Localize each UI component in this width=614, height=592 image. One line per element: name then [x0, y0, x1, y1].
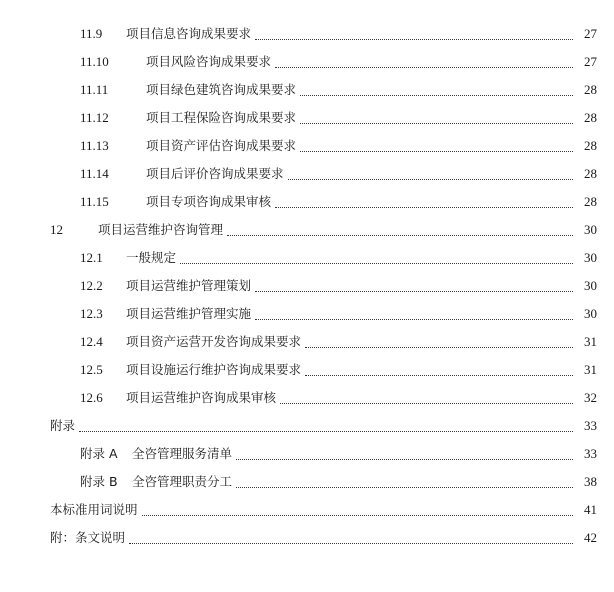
- section-number: 11.11: [80, 82, 109, 97]
- dot-leader: [300, 151, 573, 152]
- page-number: 27: [584, 26, 597, 41]
- appendix-title: 全咨管理职责分工: [132, 474, 233, 489]
- appendix-number: 附录 B: [80, 474, 118, 489]
- page-number: 32: [584, 390, 597, 405]
- section-title: 项目运营维护咨询成果审核: [126, 390, 277, 405]
- section-number: 11.15: [80, 194, 109, 209]
- page-number: 30: [584, 278, 597, 293]
- section-title: 项目绿色建筑咨询成果要求: [146, 82, 297, 97]
- dot-leader: [275, 67, 573, 68]
- section-number: 12.6: [80, 390, 103, 405]
- page-number: 27: [584, 54, 597, 69]
- toc-entry-12[interactable]: [0, 216, 614, 244]
- section-title: 项目运营维护管理策划: [126, 278, 252, 293]
- toc-entry-11-9[interactable]: [0, 20, 614, 48]
- toc-entry-explanation[interactable]: [0, 524, 614, 552]
- dot-leader: [227, 235, 573, 236]
- section-title: 项目资产评估咨询成果要求: [146, 138, 297, 153]
- toc-entry-12-1[interactable]: [0, 244, 614, 272]
- toc-entry-11-15[interactable]: [0, 188, 614, 216]
- page-number: 41: [584, 502, 597, 517]
- dot-leader: [142, 515, 573, 516]
- toc-entry-11-11[interactable]: [0, 76, 614, 104]
- section-number: 11.9: [80, 26, 103, 41]
- toc-entry-12-3[interactable]: [0, 300, 614, 328]
- dot-leader: [300, 95, 573, 96]
- dot-leader: [305, 347, 573, 348]
- dot-leader: [236, 487, 573, 488]
- toc-entry-12-6[interactable]: [0, 384, 614, 412]
- page-number: 28: [584, 194, 597, 209]
- section-title: 项目资产运营开发咨询成果要求: [126, 334, 302, 349]
- section-title: 项目信息咨询成果要求: [126, 26, 252, 41]
- page-number: 30: [584, 306, 597, 321]
- toc-entry-appendix-a[interactable]: [0, 440, 614, 468]
- section-title: 项目设施运行维护咨询成果要求: [126, 362, 302, 377]
- section-number: 11.10: [80, 54, 109, 69]
- dot-leader: [180, 263, 573, 264]
- toc-entry-wording[interactable]: [0, 496, 614, 524]
- section-number: 12.5: [80, 362, 103, 377]
- dot-leader: [300, 123, 573, 124]
- toc-entry-11-12[interactable]: [0, 104, 614, 132]
- section-number: 12.2: [80, 278, 103, 293]
- chapter-title: 附录: [50, 418, 76, 433]
- page-number: 28: [584, 166, 597, 181]
- section-number: 11.13: [80, 138, 109, 153]
- page-number: 31: [584, 334, 597, 349]
- toc-entry-12-5[interactable]: [0, 356, 614, 384]
- dot-leader: [305, 375, 573, 376]
- page-number: 28: [584, 110, 597, 125]
- section-title: 项目风险咨询成果要求: [146, 54, 272, 69]
- section-number: 11.14: [80, 166, 109, 181]
- chapter-number: 12: [50, 222, 63, 237]
- page-number: 31: [584, 362, 597, 377]
- dot-leader: [288, 179, 573, 180]
- toc-entry-11-10[interactable]: [0, 48, 614, 76]
- page-number: 30: [584, 222, 597, 237]
- dot-leader: [275, 207, 573, 208]
- page-number: 42: [584, 530, 597, 545]
- section-title: 项目工程保险咨询成果要求: [146, 110, 297, 125]
- appendix-number: 附录 A: [80, 446, 118, 461]
- toc-entry-appendix-b[interactable]: [0, 468, 614, 496]
- section-title: 一般规定: [126, 250, 177, 265]
- section-title: 项目专项咨询成果审核: [146, 194, 272, 209]
- toc-entry-12-2[interactable]: [0, 272, 614, 300]
- page-number: 38: [584, 474, 597, 489]
- chapter-title: 本标准用词说明: [50, 502, 138, 517]
- dot-leader: [255, 39, 573, 40]
- page-number: 28: [584, 82, 597, 97]
- section-number: 12.4: [80, 334, 103, 349]
- section-title: 项目运营维护管理实施: [126, 306, 252, 321]
- page-number: 33: [584, 446, 597, 461]
- dot-leader: [79, 431, 573, 432]
- section-number: 12.1: [80, 250, 103, 265]
- page-number: 28: [584, 138, 597, 153]
- toc-entry-11-14[interactable]: [0, 160, 614, 188]
- dot-leader: [255, 319, 573, 320]
- table-of-contents: [0, 20, 614, 552]
- dot-leader: [280, 403, 573, 404]
- dot-leader: [129, 543, 573, 544]
- page-number: 33: [584, 418, 597, 433]
- toc-entry-11-13[interactable]: [0, 132, 614, 160]
- page-number: 30: [584, 250, 597, 265]
- dot-leader: [236, 459, 573, 460]
- section-number: 12.3: [80, 306, 103, 321]
- appendix-title: 全咨管理服务清单: [132, 446, 233, 461]
- toc-entry-appendix[interactable]: [0, 412, 614, 440]
- chapter-title: 附：条文说明: [50, 530, 126, 545]
- section-title: 项目后评价咨询成果要求: [146, 166, 284, 181]
- dot-leader: [255, 291, 573, 292]
- toc-entry-12-4[interactable]: [0, 328, 614, 356]
- chapter-title: 项目运营维护咨询管理: [98, 222, 224, 237]
- section-number: 11.12: [80, 110, 109, 125]
